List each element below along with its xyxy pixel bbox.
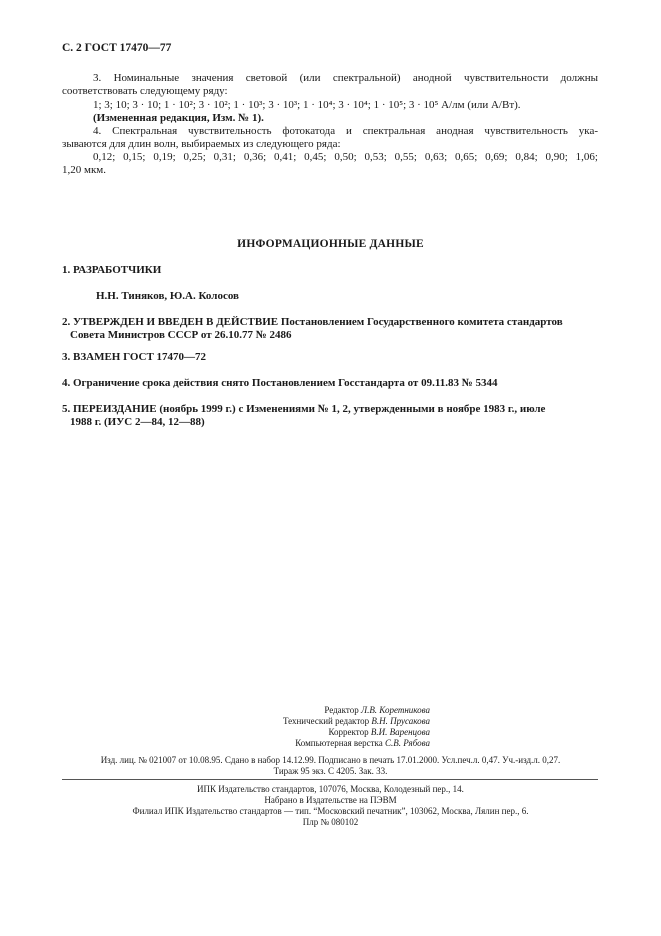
section-2-line1: Постановлением Государственного комитета стандартов [280,316,563,328]
section-2-line2: Совета Министров СССР от 26.10.77 № 2486 [70,329,292,341]
section-1-developers: Н.Н. Тиняков, Ю.А. Колосов [96,290,239,302]
section-5-heading: 5. ПЕРЕИЗДАНИЕ [62,403,157,415]
section-2-heading: 2. УТВЕРЖДЕН И ВВЕДЕН В ДЕЙСТВИЕ [62,316,279,328]
para3-line2: соответствовать следующему ряду: [62,85,228,97]
imprint-corrector: Корректор В.И. Варенцова [328,727,430,737]
section-4: 4. Ограничение срока действия снято Постановлением Госстандарта от 09.11.83 № 5344 [62,377,498,389]
para3-amendment-note: (Измененная редакция, Изм. № 1). [93,112,264,124]
section-1-heading: 1. РАЗРАБОТЧИКИ [62,264,162,276]
publisher-line-3: Филиал ИПК Издательство стандартов — тип. “Московский печатник”, 103062, Москва, Лялин пер., 6. [132,806,529,816]
section-5-line2: 1988 г. (ИУС 2—84, 12—88) [70,416,205,428]
section-2 [62,316,598,342]
publisher-line-2: Набрано в Издательстве на ПЭВМ [264,795,397,805]
imprint-layout: Компьютерная верстка С.В. Рябова [295,738,430,748]
imprint-divider [62,779,598,780]
para4-line4: 1,20 мкм. [62,164,107,176]
imprint-editor: Редактор Л.В. Коретникова [324,705,430,715]
publisher-line-1: ИПК Издательство стандартов, 107076, Москва, Колодезный пер., 14. [197,784,464,794]
para4-wavelengths: 0,12; 0,15; 0,19; 0,25; 0,31; 0,36; 0,41; 0,45; 0,50; 0,53; 0,55; 0,63; 0,65; 0,69; 0,84; 0,90; 1,06; [93,151,598,163]
section-3: 3. ВЗАМЕН ГОСТ 17470—72 [62,351,207,363]
para4-line1: 4. Спектральная чувствительность фотокатода и спектральная анодная чувствительность ука- [93,125,598,137]
info-title: ИНФОРМАЦИОННЫЕ ДАННЫЕ [237,238,424,250]
imprint-details-2: Тираж 95 экз. С 4205. Зак. 33. [273,766,388,776]
publisher-line-4: Плр № 080102 [302,817,359,827]
para4-line2: зываются для длин волн, выбираемых из следующего ряда: [62,138,341,150]
imprint-details-1: Изд. лиц. № 021007 от 10.08.95. Сдано в набор 14.12.99. Подписано в печать 17.01.2000. Усл.печ.л. 0,47. Уч.-изд.л. 0,27. [100,755,561,765]
para3-series: 1; 3; 10; 3 · 10; 1 · 10²; 3 · 10²; 1 · 10³; 3 · 10³; 1 · 10⁴; 3 · 10⁴; 1 · 10⁵; 3 · 10⁵ А/лм (или А/Вт). [93,99,521,111]
imprint-tech-editor: Технический редактор В.Н. Прусакова [282,716,430,726]
section-5 [62,403,598,429]
para3-line1: 3. Номинальные значения световой (или спектральной) анодной чувствительности должны [93,72,598,84]
page-header: С. 2 ГОСТ 17470—77 [62,42,172,54]
section-5-line1: (ноябрь 1999 г.) с Изменениями № 1, 2, утвержденными в ноябре 1983 г., июле [159,403,546,415]
